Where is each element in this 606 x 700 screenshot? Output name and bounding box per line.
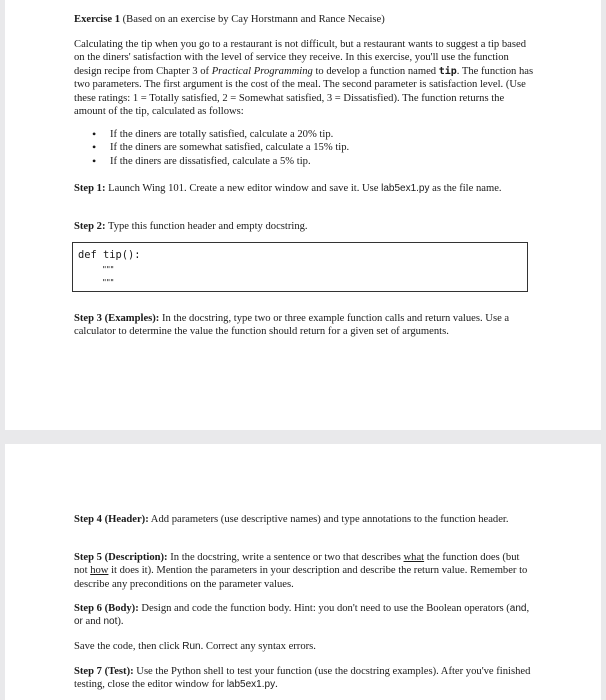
step-5: Step 5 (Description): In the docstring, write a sentence or two that describes what the function does (but not how it does it). Mention the parameters in your description and describe the return value. Remember to describe any preconditions on the parameter values.	[74, 552, 528, 590]
docstring-open: """	[102, 265, 114, 274]
step-1: Step 1: Launch Wing 101. Create a new editor window and save it. Use lab5ex1.py as the file name.	[74, 183, 502, 194]
step-6: Step 6 (Body): Design and code the function body. Hint: you don't need to use the Boolean operators (and, or and not).	[74, 603, 530, 628]
step-7: Step 7 (Test): Use the Python shell to test your function (use the docstring examples). After you've finished testing, close the editor window for lab5ex1.py.	[74, 666, 531, 691]
tip-rules-list	[92, 128, 349, 168]
step-2: Step 2: Type this function header and empty docstring.	[74, 221, 308, 232]
code-box	[72, 242, 528, 292]
code-line-def: def tip():	[78, 249, 141, 261]
step-3: Step 3 (Examples): In the docstring, type two or three example function calls and return values. Use a calculator to determine the value the function should return for a given set of arguments.	[74, 313, 510, 338]
step-4: Step 4 (Header): Add parameters (use descriptive names) and type annotations to the function header.	[74, 514, 509, 525]
intro-paragraph: Calculating the tip when you go to a restaurant is not difficult, but a restaurant wants to suggest a tip based on the diners' satisfaction with the level of service they receive. In this exercise, you'll use the function design recipe from Chapter 3 of Practical Programming to develop a function named tip. The function has two parameters. The first argument is the cost of the meal. The second parameter is satisfaction level. (Use these ratings: 1 = Totally satisfied, 2 = Somewhat satisfied, 3 = Dissatisfied). The function returns the amount of the tip, calculated as follows:	[74, 39, 534, 118]
list-item: • If the diners are totally satisfied, calculate a 20% tip.	[92, 127, 334, 141]
list-item: • If the diners are dissatisfied, calculate a 5% tip.	[92, 153, 311, 168]
exercise-title: Exercise 1 (Based on an exercise by Cay Horstmann and Rance Necaise)	[74, 14, 385, 25]
list-item: • If the diners are somewhat satisfied, calculate a 15% tip.	[92, 140, 350, 155]
document-page-2	[5, 444, 601, 700]
document-page-1	[5, 0, 601, 430]
bullet-icon: •	[92, 140, 97, 155]
docstring-close: """	[102, 278, 114, 287]
save-instruction: Save the code, then click Run. Correct any syntax errors.	[74, 641, 316, 652]
bullet-icon: •	[92, 127, 97, 141]
bullet-icon: •	[92, 153, 97, 168]
